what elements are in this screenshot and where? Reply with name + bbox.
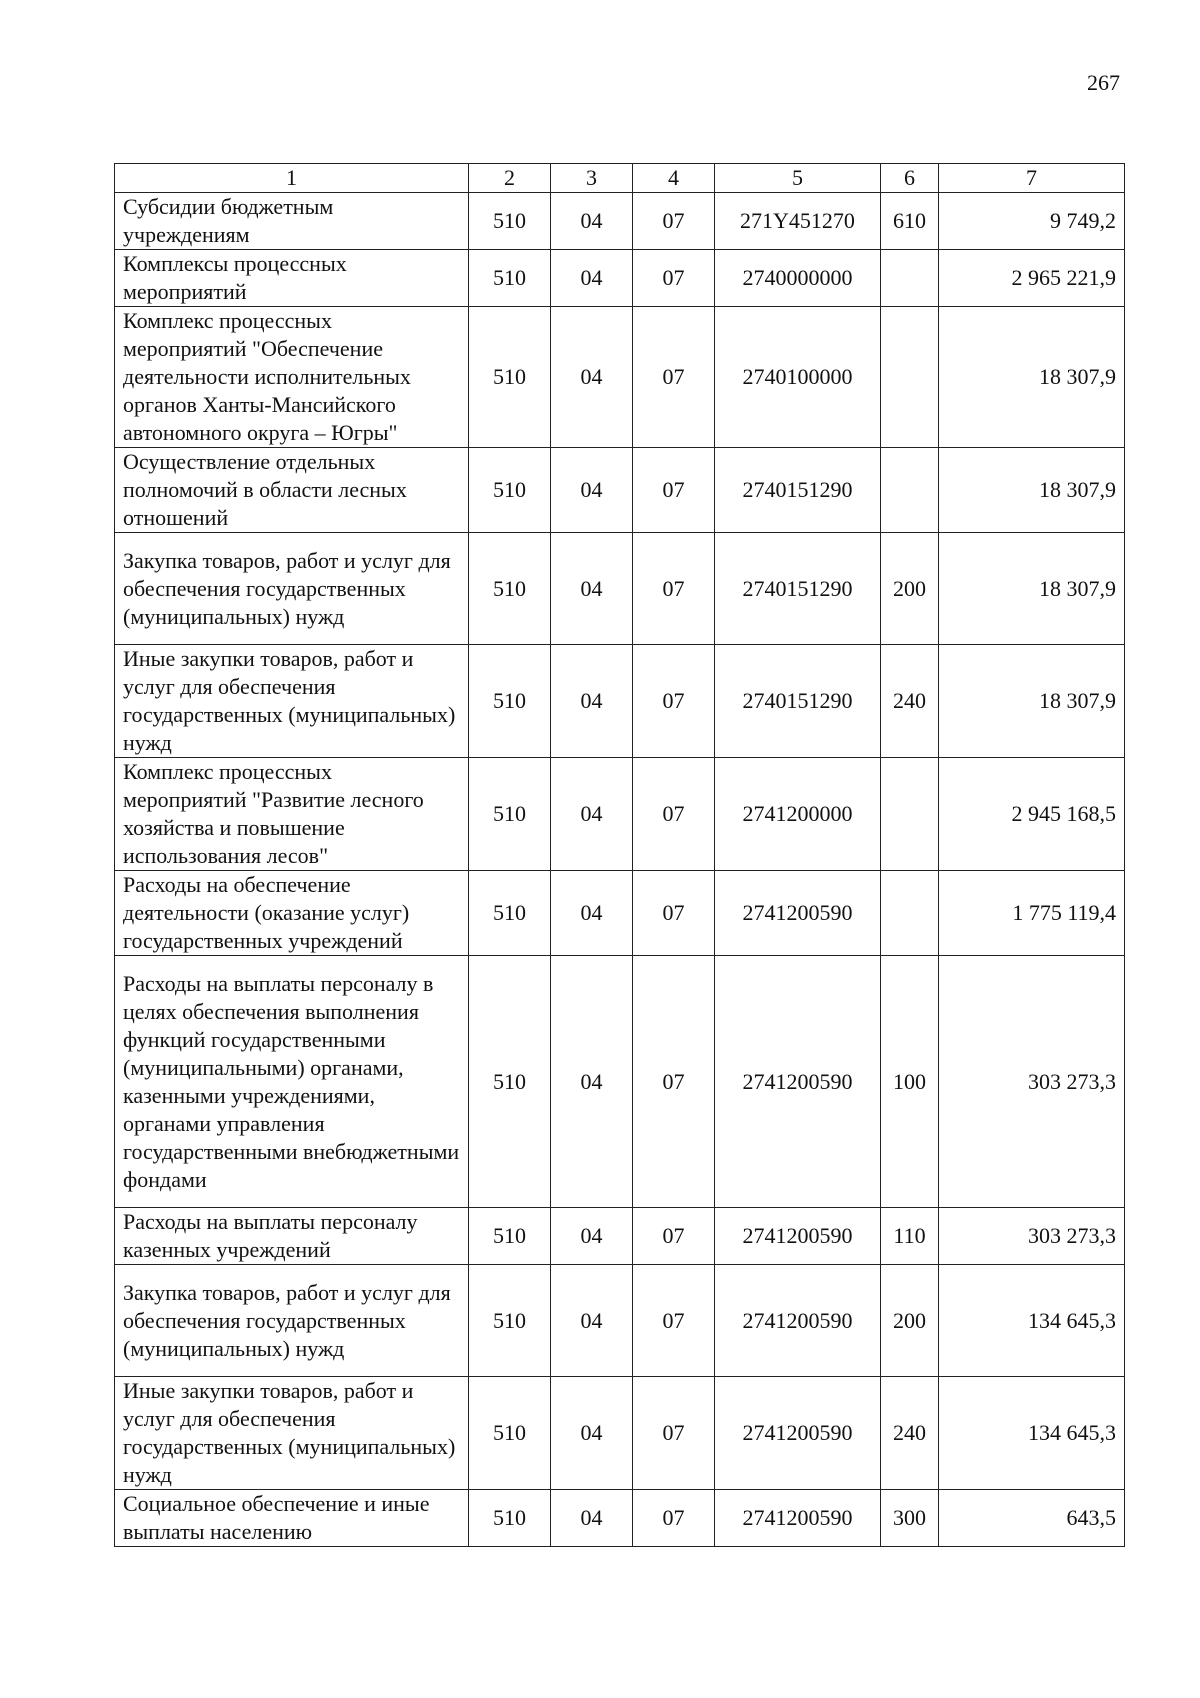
section-code-cell: 04 [551,645,633,758]
subsection-code-cell: 07 [633,645,715,758]
admin-code-cell: 510 [469,1490,551,1547]
subsection-code-cell: 07 [633,956,715,1208]
amount-cell: 134 645,3 [939,1265,1125,1377]
column-header: 3 [551,164,633,193]
expense-type-cell: 200 [881,1265,939,1377]
expense-name-cell: Закупка товаров, работ и услуг для обеспечения государственных (муниципальных) нужд [115,533,469,645]
table-row [115,871,1125,956]
subsection-code-cell: 07 [633,1490,715,1547]
expense-name-cell: Иные закупки товаров, работ и услуг для обеспечения государственных (муниципальных) нужд [115,1377,469,1490]
amount-cell: 18 307,9 [939,533,1125,645]
table-row [115,956,1125,1208]
target-code-cell: 2740100000 [715,307,881,448]
expense-name-cell: Осуществление отдельных полномочий в области лесных отношений [115,448,469,533]
table-row [115,1265,1125,1377]
expense-name-cell: Расходы на выплаты персоналу в целях обеспечения выполнения функций государственными (муниципальными) органами, казенными учреждениями, органами управления государственными внебюджетными фондами [115,956,469,1208]
admin-code-cell: 510 [469,1208,551,1265]
expense-name-cell: Иные закупки товаров, работ и услуг для обеспечения государственных (муниципальных) нужд [115,645,469,758]
subsection-code-cell: 07 [633,1208,715,1265]
amount-cell: 1 775 119,4 [939,871,1125,956]
admin-code-cell: 510 [469,250,551,307]
table-row [115,533,1125,645]
expense-type-cell [881,448,939,533]
column-header: 1 [115,164,469,193]
admin-code-cell: 510 [469,193,551,250]
expense-type-cell: 240 [881,1377,939,1490]
expense-type-cell [881,250,939,307]
target-code-cell: 2740000000 [715,250,881,307]
admin-code-cell: 510 [469,1265,551,1377]
subsection-code-cell: 07 [633,307,715,448]
table-row [115,1208,1125,1265]
expense-name-cell: Социальное обеспечение и иные выплаты населению [115,1490,469,1547]
target-code-cell: 2741200590 [715,1265,881,1377]
target-code-cell: 2741200590 [715,1490,881,1547]
amount-cell: 2 945 168,5 [939,758,1125,871]
section-code-cell: 04 [551,448,633,533]
expense-type-cell [881,871,939,956]
expense-type-cell: 200 [881,533,939,645]
admin-code-cell: 510 [469,956,551,1208]
section-code-cell: 04 [551,1208,633,1265]
table-row [115,448,1125,533]
section-code-cell: 04 [551,758,633,871]
column-header: 4 [633,164,715,193]
expense-name-cell: Расходы на выплаты персоналу казенных учреждений [115,1208,469,1265]
admin-code-cell: 510 [469,758,551,871]
target-code-cell: 2740151290 [715,645,881,758]
section-code-cell: 04 [551,1265,633,1377]
section-code-cell: 04 [551,193,633,250]
amount-cell: 9 749,2 [939,193,1125,250]
target-code-cell: 2741200000 [715,758,881,871]
amount-cell: 303 273,3 [939,956,1125,1208]
expense-type-cell [881,758,939,871]
target-code-cell: 2741200590 [715,956,881,1208]
column-header: 2 [469,164,551,193]
section-code-cell: 04 [551,1490,633,1547]
subsection-code-cell: 07 [633,448,715,533]
target-code-cell: 2741200590 [715,1377,881,1490]
expense-type-cell [881,307,939,448]
subsection-code-cell: 07 [633,193,715,250]
table-row [115,250,1125,307]
expense-name-cell: Комплексы процессных мероприятий [115,250,469,307]
page-number: 267 [1087,70,1120,95]
section-code-cell: 04 [551,1377,633,1490]
subsection-code-cell: 07 [633,533,715,645]
expense-name-cell: Субсидии бюджетным учреждениям [115,193,469,250]
target-code-cell: 271Y451270 [715,193,881,250]
target-code-cell: 2740151290 [715,533,881,645]
subsection-code-cell: 07 [633,758,715,871]
admin-code-cell: 510 [469,645,551,758]
table-row [115,645,1125,758]
table-row [115,307,1125,448]
expense-type-cell: 240 [881,645,939,758]
table-row [115,193,1125,250]
admin-code-cell: 510 [469,871,551,956]
amount-cell: 134 645,3 [939,1377,1125,1490]
subsection-code-cell: 07 [633,871,715,956]
expense-type-cell: 610 [881,193,939,250]
header-row [115,164,1125,193]
column-header: 5 [715,164,881,193]
column-header: 6 [881,164,939,193]
table-row [115,758,1125,871]
target-code-cell: 2741200590 [715,871,881,956]
amount-cell: 2 965 221,9 [939,250,1125,307]
amount-cell: 643,5 [939,1490,1125,1547]
expense-name-cell: Комплекс процессных мероприятий "Обеспечение деятельности исполнительных органов Ханты-Мансийского автономного округа – Югры" [115,307,469,448]
section-code-cell: 04 [551,307,633,448]
expense-type-cell: 300 [881,1490,939,1547]
subsection-code-cell: 07 [633,1265,715,1377]
target-code-cell: 2741200590 [715,1208,881,1265]
target-code-cell: 2740151290 [715,448,881,533]
section-code-cell: 04 [551,533,633,645]
subsection-code-cell: 07 [633,250,715,307]
expense-name-cell: Закупка товаров, работ и услуг для обеспечения государственных (муниципальных) нужд [115,1265,469,1377]
amount-cell: 18 307,9 [939,645,1125,758]
expense-type-cell: 100 [881,956,939,1208]
subsection-code-cell: 07 [633,1377,715,1490]
budget-table [114,163,1125,1547]
section-code-cell: 04 [551,250,633,307]
table-row [115,1377,1125,1490]
section-code-cell: 04 [551,956,633,1208]
admin-code-cell: 510 [469,307,551,448]
column-header: 7 [939,164,1125,193]
amount-cell: 18 307,9 [939,307,1125,448]
expense-type-cell: 110 [881,1208,939,1265]
admin-code-cell: 510 [469,1377,551,1490]
section-code-cell: 04 [551,871,633,956]
admin-code-cell: 510 [469,448,551,533]
admin-code-cell: 510 [469,533,551,645]
table-row [115,1490,1125,1547]
amount-cell: 303 273,3 [939,1208,1125,1265]
expense-name-cell: Расходы на обеспечение деятельности (оказание услуг) государственных учреждений [115,871,469,956]
amount-cell: 18 307,9 [939,448,1125,533]
expense-name-cell: Комплекс процессных мероприятий "Развитие лесного хозяйства и повышение использования лесов" [115,758,469,871]
